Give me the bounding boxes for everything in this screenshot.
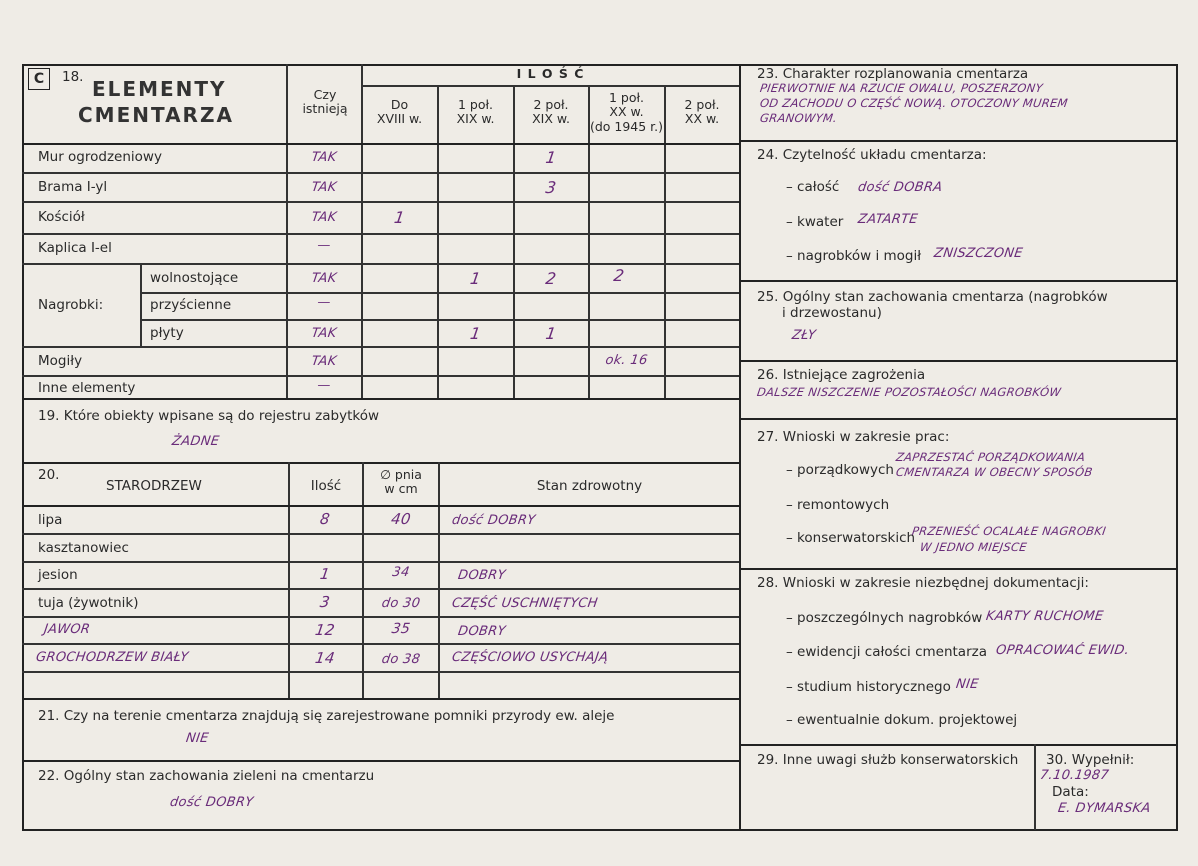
q27-porz-line2: CMENTARZA W OBECNY SPOSÓB [895, 465, 1094, 479]
tree-health: DOBRY [456, 568, 507, 583]
row-line [140, 292, 739, 294]
q28-c-label: – studium historycznego [786, 679, 951, 695]
q30-date-value: 7.10.1987 [1038, 768, 1110, 783]
exists-value: TAK [310, 271, 338, 286]
qty-value: 1 [544, 148, 558, 167]
q21-bottom [22, 760, 739, 762]
tree-species: lipa [38, 512, 63, 528]
row-label: Inne elementy [38, 380, 136, 396]
q23-bottom [739, 140, 1177, 142]
tree-health: dość DOBRY [450, 513, 537, 528]
tree-qty: 1 [318, 565, 332, 583]
section-number: 18. [62, 69, 84, 85]
q20-number: 20. [38, 467, 60, 483]
q28-label: 28. Wnioski w zakresie niezbędnej dokumentacji: [757, 575, 1089, 591]
title-line2: CMENTARZA [78, 103, 234, 127]
q25-label-line1: 25. Ogólny stan zachowania cmentarza (nagrobków [757, 289, 1108, 305]
qty-value: 3 [544, 178, 558, 197]
tree-row-line [22, 616, 739, 618]
q20-col-qty: Ilość [310, 478, 342, 494]
q24-calosc-label: – całość [786, 179, 840, 195]
qty-value: 2 [612, 266, 626, 285]
col-header-xviii: Do XVIII w. [376, 97, 423, 127]
tree-health: DOBRY [456, 624, 507, 639]
q30-label: 30. Wypełnił: [1046, 752, 1135, 768]
q28-a-value: KARTY RUCHOME [984, 609, 1105, 624]
qty-value: 1 [468, 269, 483, 288]
q24-label: 24. Czytelność układu cmentarza: [757, 147, 987, 163]
q27-porz-label: – porządkowych [786, 462, 894, 478]
q23-answer-line3: GRANOWYM. [759, 111, 839, 125]
row-label: wolnostojące [150, 270, 239, 286]
row-label: Kościół [38, 209, 85, 225]
q28-bottom [739, 744, 1177, 746]
q26-bottom [739, 418, 1177, 420]
q22-label: 22. Ogólny stan zachowania zieleni na cmentarzu [38, 768, 375, 784]
row-line [22, 201, 739, 203]
frame-left [22, 64, 24, 831]
section-18-bottom [22, 398, 739, 400]
q24-bottom [739, 280, 1177, 282]
q24-nagrobkow-label: – nagrobków i mogił [786, 248, 922, 264]
col-header-1xix: 1 poł. XIX w. [456, 97, 495, 127]
tree-row-line [22, 561, 739, 563]
tree-diam: do 38 [380, 652, 422, 667]
ilosc-underline [361, 85, 739, 87]
section-letter-box: C [28, 68, 50, 90]
row-line [22, 375, 739, 377]
q23-answer-line1: PIERWOTNIE NA RZUCIE OWALU, POSZERZONY [759, 81, 1044, 95]
qty-value: 1 [544, 324, 558, 343]
tree-table-bottom [22, 698, 739, 700]
tree-row-line [22, 533, 739, 535]
q19-label: 19. Które obiekty wpisane są do rejestru zabytków [38, 408, 380, 424]
q21-label: 21. Czy na terenie cmentarza znajdują się zarejestrowane pomniki przyrody ew. aleje [38, 708, 615, 724]
q28-b-label: – ewidencji całości cmentarza [786, 644, 987, 660]
ilosc-header: I L O Ś Ć [516, 66, 585, 81]
tree-diam: do 30 [380, 596, 422, 611]
q24-calosc-value: dość DOBRA [856, 180, 944, 195]
frame-bottom [22, 829, 1177, 831]
row-line [140, 319, 739, 321]
row-line [22, 233, 739, 235]
nagrobki-divider [140, 263, 142, 346]
tree-row-line [22, 671, 739, 673]
q22-answer: dość DOBRY [168, 795, 255, 810]
col-line-5 [664, 86, 666, 398]
q27-kons-line1: PRZENIEŚĆ OCALAŁE NAGROBKI [911, 524, 1107, 538]
frame-middle [739, 64, 741, 831]
q27-porz-line1: ZAPRZESTAĆ PORZĄDKOWANIA [895, 450, 1087, 464]
tree-header-bottom [22, 505, 739, 507]
tree-qty: 3 [318, 593, 332, 611]
col-line-exists [286, 64, 288, 398]
tree-diam: 40 [389, 510, 413, 528]
row-line [22, 263, 739, 265]
row-label: Brama I-yl [38, 179, 108, 195]
col-header-2xx: 2 poł. XX w. [684, 97, 720, 127]
qty-value: 1 [392, 208, 407, 227]
q28-d-label: – ewentualnie dokum. projektowej [786, 712, 1018, 728]
q27-kons-line2: W JEDNO MIEJSCE [919, 540, 1028, 554]
tree-qty: 8 [318, 510, 332, 528]
q27-label: 27. Wnioski w zakresie prac: [757, 429, 950, 445]
row-line [22, 172, 739, 174]
tree-diam: 34 [391, 565, 411, 580]
row-label: płyty [150, 325, 184, 341]
tree-species: tuja (żywotnik) [38, 595, 139, 611]
row-label: przyścienne [150, 297, 232, 313]
qty-value: 2 [544, 269, 558, 288]
exists-value: — [316, 295, 332, 310]
tree-species: jesion [38, 567, 78, 583]
row-line [22, 346, 739, 348]
col-header-1xx: 1 poł. XX w. (do 1945 r.) [589, 90, 664, 134]
q24-nagrobkow-value: ZNISZCZONE [932, 246, 1024, 261]
q29-label: 29. Inne uwagi służb konserwatorskich [757, 752, 1019, 768]
q26-label: 26. Istniejące zagrożenia [757, 367, 926, 383]
col-line-3 [513, 86, 515, 398]
exists-value: TAK [310, 180, 338, 195]
tree-col-line-health [438, 462, 440, 698]
q25-label-line2: i drzewostanu) [782, 305, 882, 321]
row-label: Mogiły [38, 353, 83, 369]
q28-c-value: NIE [954, 677, 980, 692]
exists-value: TAK [310, 354, 338, 369]
q23-label: 23. Charakter rozplanowania cmentarza [757, 66, 1029, 82]
q20-col-diam: ∅ pnia w cm [380, 467, 422, 497]
tree-species: JAWOR [42, 622, 92, 637]
exists-value: TAK [310, 326, 338, 341]
row-label: Kaplica I-el [38, 240, 112, 256]
q24-kwater-value: ZATARTE [856, 212, 919, 227]
row-label: Mur ogrodzeniowy [38, 149, 162, 165]
q24-kwater-label: – kwater [786, 214, 844, 230]
tree-row-line [22, 588, 739, 590]
q28-a-label: – poszczególnych nagrobków [786, 610, 983, 626]
q27-kons-label: – konserwatorskich [786, 530, 916, 546]
q27-bottom [739, 568, 1177, 570]
exists-value: TAK [310, 210, 338, 225]
tree-qty: 12 [313, 621, 337, 639]
title-line1: ELEMENTY [92, 77, 227, 101]
qty-value: ok. 16 [604, 353, 649, 368]
q29-q30-divider [1034, 744, 1036, 830]
col-header-2xix: 2 poł. XIX w. [532, 97, 570, 127]
tree-diam: 35 [390, 621, 412, 637]
q21-answer: NIE [184, 731, 210, 746]
q19-answer: ŻADNE [170, 434, 221, 449]
nagrobki-label: Nagrobki: [38, 297, 104, 313]
q20-title: STARODRZEW [106, 478, 202, 494]
q25-answer: ZŁY [790, 328, 817, 343]
q28-b-value: OPRACOWAĆ EWID. [994, 643, 1131, 658]
tree-health: CZĘŚĆ USCHNIĘTYCH [450, 596, 599, 611]
qty-value: 1 [468, 324, 483, 343]
exists-value: — [316, 378, 332, 393]
exists-value: TAK [310, 150, 338, 165]
header-bottom-line [22, 143, 739, 145]
q27-rem-label: – remontowych [786, 497, 890, 513]
q20-col-health: Stan zdrowotny [536, 478, 643, 494]
tree-row-line [22, 643, 739, 645]
q19-bottom [22, 462, 739, 464]
frame-right [1176, 64, 1178, 831]
q30-data-label: Data: [1052, 784, 1089, 800]
tree-qty: 14 [313, 649, 337, 667]
col-exists-header: Czy istnieją [302, 87, 348, 117]
q25-bottom [739, 360, 1177, 362]
q23-answer-line2: OD ZACHODU O CZĘŚĆ NOWĄ. OTOCZONY MUREM [759, 96, 1069, 110]
q30-signature: E. DYMARSKA [1056, 801, 1152, 816]
col-line-2 [437, 86, 439, 398]
tree-species: GROCHODRZEW BIAŁY [34, 650, 190, 665]
exists-value: — [316, 238, 332, 253]
q26-answer: DALSZE NISZCZENIE POZOSTAŁOŚCI NAGROBKÓW [756, 385, 1063, 399]
tree-species: kasztanowiec [38, 540, 129, 556]
tree-health: CZĘŚCIOWO USYCHAJĄ [450, 650, 610, 665]
